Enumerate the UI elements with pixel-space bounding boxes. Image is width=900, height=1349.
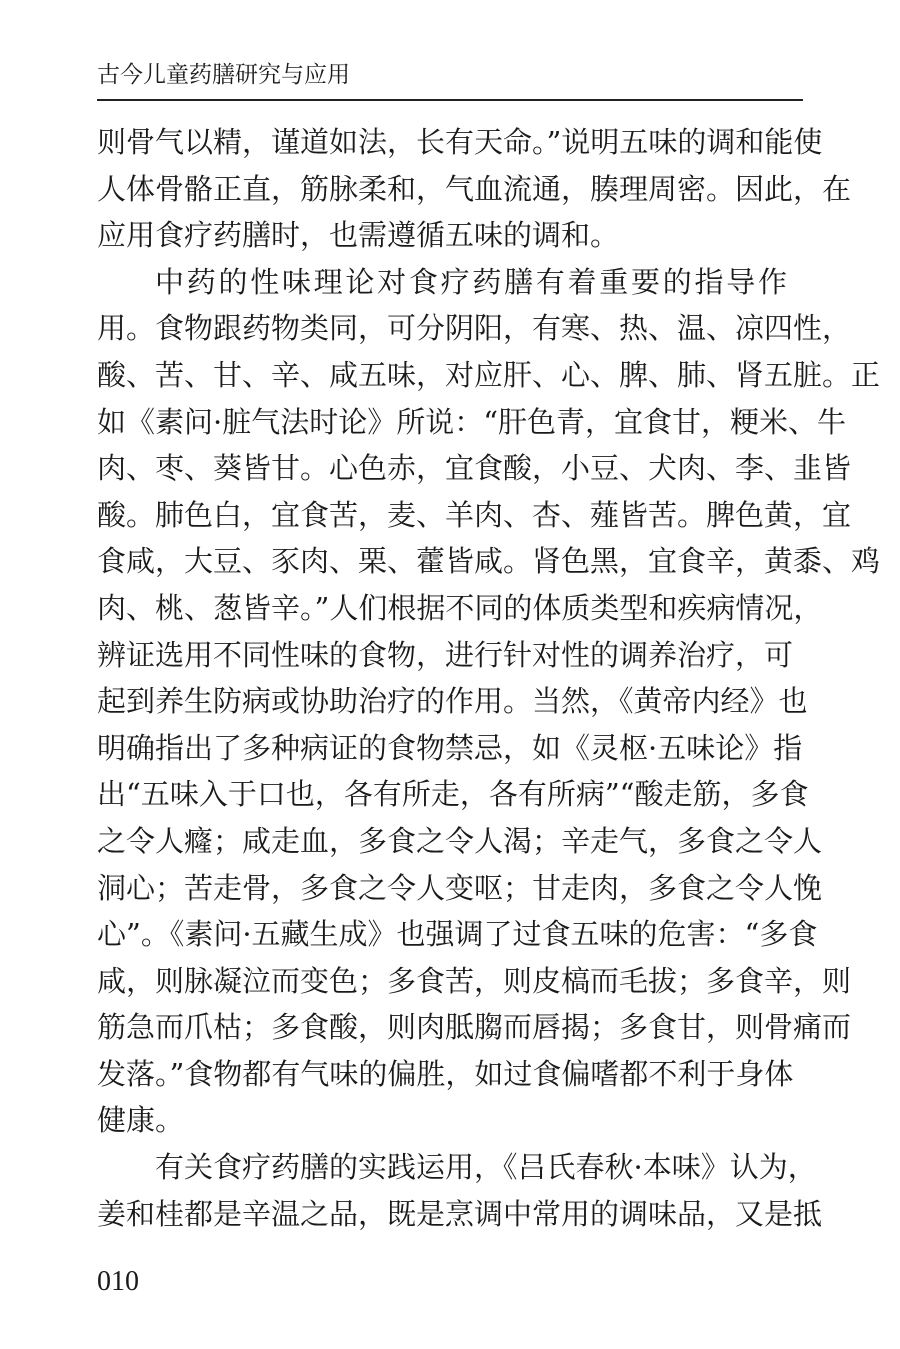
running-header: 古今儿童药膳研究与应用 <box>97 62 350 88</box>
text-line: 用。食物跟药物类同，可分阴阳，有寒、热、温、凉四性， <box>97 311 852 346</box>
text-line: 之令人癃；咸走血，多食之令人渴；辛走气，多食之令人 <box>97 823 823 858</box>
text-line: 心”。《素问·五藏生成》也强调了过食五味的危害：“多食 <box>97 917 818 952</box>
header-divider <box>97 99 803 101</box>
text-line: 姜和桂都是辛温之品，既是烹调中常用的调味品，又是抵 <box>97 1196 823 1231</box>
page-number: 010 <box>97 1266 139 1297</box>
text-line: 起到养生防病或协助治疗的作用。当然，《黄帝内经》也 <box>97 684 808 719</box>
text-line: 肉、桃、葱皆辛。”人们根据不同的体质类型和疾病情况， <box>97 590 823 625</box>
text-line: 出“五味入于口也，各有所走，各有所病”“酸走筋，多食 <box>97 777 809 812</box>
text-line: 人体骨骼正直，筋脉柔和，气血流通，腠理周密。因此，在 <box>97 171 852 206</box>
text-line: 明确指出了多种病证的食物禁忌，如《灵枢·五味论》指 <box>97 730 803 765</box>
body-text <box>97 119 881 1237</box>
text-line: 健康。 <box>97 1103 185 1138</box>
text-line: 酸、苦、甘、辛、咸五味，对应肝、心、脾、肺、肾五脏。正 <box>97 357 881 392</box>
text-line: 酸。肺色白，宜食苦，麦、羊肉、杏、薤皆苦。脾色黄，宜 <box>97 497 852 532</box>
text-line: 洞心；苦走骨，多食之令人变呕；甘走肉，多食之令人悗 <box>97 870 823 905</box>
text-line: 咸，则脉凝泣而变色；多食苦，则皮槁而毛拔；多食辛，则 <box>97 963 852 998</box>
text-line: 肉、枣、葵皆甘。心色赤，宜食酸，小豆、犬肉、李、韭皆 <box>97 451 852 486</box>
text-line: 辨证选用不同性味的食物，进行针对性的调养治疗，可 <box>97 637 794 672</box>
text-line: 则骨气以精，谨道如法，长有天命。”说明五味的调和能使 <box>97 125 823 159</box>
text-line: 中药的性味理论对食疗药膳有着重要的指导作 <box>155 264 787 299</box>
text-line: 应用食疗药膳时，也需遵循五味的调和。 <box>97 218 620 253</box>
text-line: 食咸，大豆、豕肉、栗、藿皆咸。肾色黑，宜食辛，黄黍、鸡 <box>97 544 881 579</box>
text-line: 筋急而爪枯；多食酸，则肉胝䐢而唇揭；多食甘，则骨痛而 <box>97 1010 852 1045</box>
text-line: 如《素问·脏气法时论》所说：“肝色青，宜食甘，粳米、牛 <box>97 404 847 439</box>
text-line: 发落。”食物都有气味的偏胜，如过食偏嗜都不利于身体 <box>97 1056 794 1091</box>
text-line: 有关食疗药膳的实践运用，《吕氏春秋·本味》认为， <box>155 1150 817 1185</box>
